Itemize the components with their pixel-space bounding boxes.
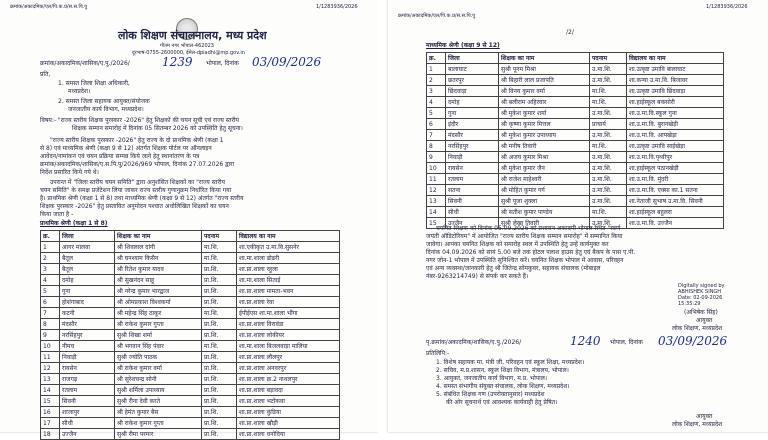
table-cell: सीधी [446,207,499,218]
table-cell: शा.मा.शाला बिजलवाड़ा मालिया [237,341,340,352]
table-cell: प्रा.शि. [202,363,237,374]
table-row [41,341,340,352]
table-row [427,141,724,152]
table-row [41,253,340,264]
table-cell: 13 [427,196,446,207]
table-cell: रतलाम [60,385,115,396]
table-cell: 2 [41,253,60,264]
table-cell: श्री ओमप्रकाश विश्वकर्मा [115,297,202,308]
table-cell: शा.उत्कृष्ट उमावि छिंदवाड़ा [627,86,724,97]
org-address: गौतम नगर भोपाल-462023 [160,43,214,49]
body-line: चयनित शिक्षक को दिनांक 05.09.2026 को प्रशासन अकादमी भोपाल स्थित "स्वर्ण [436,225,621,232]
table-cell: प्रा.शि. [202,297,237,308]
table-cell: प्रा.शि. [202,319,237,330]
table-cell: 14 [41,385,60,396]
table-cell: रायसेन [60,363,115,374]
table-cell: नरसिंहपुर [60,330,115,341]
table-cell: शा.उ.मा.वि. आपखेड़ा [627,130,724,141]
table-cell: 3 [41,264,60,275]
table-row [41,396,340,407]
table-cell: उज्जैन [446,218,499,229]
addressee-1-state: मध्यप्रदेश। [68,88,91,95]
page-gap [378,0,388,432]
header-cell: शिक्षक का नाम [115,231,202,242]
header-cell: क्र. [41,231,60,242]
table-cell: शा.उत्कृष्ट उमावि बालाघाट [627,64,724,75]
table-cell: 9 [41,330,60,341]
table-cell: श्री बलीराम अहिरवार [499,97,590,108]
table-cell: बालाघाट [446,64,499,75]
table-cell: प्रा.शि. [202,407,237,418]
header-cell: जिला [60,231,115,242]
table-cell: प्रा.शि. [202,374,237,385]
table-cell: 11 [41,352,60,363]
letter-number-handwritten: 1239 [162,55,193,69]
table-cell: सीधी [60,418,115,429]
letter-number: क्रमांक/अकादमिक/शासिक/ए.पु./2026/ [40,60,130,67]
table-cell: सुश्री रीमा परमार [115,429,202,440]
table-cell: प्रा.शि. [202,352,237,363]
table-cell: मा.शि. [590,141,627,152]
table-cell: निवाड़ी [60,352,115,363]
table-cell: शा.उ.मा.वि.स्कूल गुना [627,108,724,119]
table-cell: 15 [427,218,446,229]
table-cell: ईपीईएस शा.मा.शाला भौंगा [237,308,340,319]
table-row [427,108,724,119]
table-row [427,185,724,196]
table-cell: शा.प्रा.शाला भटोकवा [237,396,340,407]
page-number: /2/ [566,29,574,36]
table-cell: 18 [41,429,60,440]
bottom-signatory-title: आयुक्त [696,413,713,420]
table-cell: श्री मोहित कुमार गर्ग [499,185,590,196]
table-cell: 15 [41,396,60,407]
table-cell: प्रा.शि. [202,396,237,407]
table-cell: 16 [41,407,60,418]
table-cell: मा.शि. [590,207,627,218]
table-cell: शा.हाईस्कूल बहुलरा [627,207,724,218]
addressee-1: 1. समस्त जिला शिक्षा अधिकारी, [58,80,130,87]
table-cell: प्रा.शि. [202,385,237,396]
table-cell: 4 [427,97,446,108]
body-line: जावेगा। आपका चयनित शिक्षक को समारोह स्थल में उपस्थिति हेतु उन्हें कार्यमुक्त कर [426,241,609,248]
digital-signature-name: ABHISHEK SINGH [678,289,722,295]
table-cell: इंदौर [446,119,499,130]
digital-signature-time: 15:35:29 [678,301,701,307]
table-cell: शा.प्रा.शाला रेवा [237,297,340,308]
table-cell: दमोह [60,275,115,286]
table-cell: निवाड़ी [446,152,499,163]
table-cell: श्री राजेश माहेश्वरी [499,174,590,185]
endorsement-place: भोपाल, दिनांक [610,339,643,346]
table-row [427,163,724,174]
table-cell: 12 [41,363,60,374]
table-cell: शा.नेताजी सुभाष उ.मा.वि. सिवनी [627,196,724,207]
table-row [41,429,340,440]
signatory-title: आयुक्त [696,317,713,324]
table-cell: उ.मा.शि. [590,163,627,174]
table-cell: सुश्री पूजा शुक्ला [499,196,590,207]
table-cell: उ.मा.शि. [590,130,627,141]
table-cell: शा.प्रा.शाला खौड़ी [237,418,340,429]
table-row [41,286,340,297]
table-row [427,130,724,141]
table-cell: कटनी [60,308,115,319]
table-cell: 1 [41,242,60,253]
header-cell: क्र. [427,53,446,64]
table-row [427,207,724,218]
table-cell: शा.मा.शाला ढोढरी [237,253,340,264]
bottom-signatory-office: लोक शिक्षण, मध्यप्रदेश [672,421,723,428]
table-cell: शा.हाईस्कूल बकसोरी [627,97,724,108]
table-cell: मंदसौर [60,319,115,330]
addressee-2-dept: जनजातीय कार्य विभाग, मध्यप्रदेश। [68,106,144,113]
table-cell: उ.मा.शि. [590,218,627,229]
body-line: किया जाता है - [40,211,74,218]
table-cell: शा.प्रा.शाला लोकीयर [237,330,340,341]
table-cell: प्राचार्य [590,119,627,130]
document-id: 1/1283936/2026 [706,4,748,10]
table-cell: श्री शिवलाल दांगी [115,242,202,253]
table-cell: उ.मा.शि. [590,196,627,207]
table-cell: 5 [427,108,446,119]
table-row [427,75,724,86]
table-row [41,418,340,429]
table-cell: श्री घनश्याम किसैन [115,253,202,264]
table-cell: शा.उ.मा.वि. उज्जैन [627,218,724,229]
header-cell: शिक्षक का नाम [499,53,590,64]
table-row [41,352,340,363]
letter-date-handwritten: 03/09/2026 [252,55,322,69]
table-row [41,385,340,396]
table-cell: मा.शि. [202,308,237,319]
table-cell: श्री कृष्णा कुमार मित्तल [499,119,590,130]
table-cell: उज्जैन [60,429,115,440]
table-cell: गुना [446,108,499,119]
table-cell: 4 [41,275,60,286]
table-cell: शा.प्रा.शाला लौलपुर [237,352,340,363]
table-cell: 17 [41,418,60,429]
table-cell: 6 [41,297,60,308]
body-line: उपरान्त में "जिला स्तरीय चयन समिति" द्वारा अनुशंसित शिक्षकों का "राज्य स्तरीय [50,179,225,186]
table-row [427,119,724,130]
body-line: क्रमांक/अकादमिक/शासिक/ए.स.पि.पु/2026/969 भोपाल, दिनांक 27.07.2026 द्वारा [40,161,235,168]
table-row [41,407,340,418]
table-cell: 7 [427,130,446,141]
table-cell: शाजापुर [60,407,115,418]
table-cell: गुना [60,286,115,297]
table-cell: मा.शि. [202,253,237,264]
table-cell: श्री मुकेश कुमार उपाध्याय [499,130,590,141]
body-line: चयन समिति" के समक्ष प्रजेंटेशन लिया जाकर राज्य स्तरीय गुणानुक्रम निर्धारित किया गया [40,187,232,194]
table-cell: उ.मा.शि. [590,185,627,196]
table-cell: श्री मनीष तिवारी [499,141,590,152]
table-header-row [41,231,340,242]
header-cell: पदनाम [590,53,627,64]
table-cell: 2 [427,75,446,86]
table-cell: सुश्री शिखा शर्मा [115,330,202,341]
table-cell: 12 [427,185,446,196]
table-cell: शा.उ.मा.वि. मुंदरी [627,174,724,185]
table-cell: बैतूल [60,253,115,264]
org-contact: दूरभाष-0755-2600000, ईमेल-dpiadhi@mp.gov.in [132,50,245,56]
table-cell: शा.हाईस्कूल पठानखेड़ी [627,163,724,174]
table-row [41,308,340,319]
table-row [41,242,340,253]
primary-section-title: प्राथमिक श्रेणी (कक्षा 1 से 8) [40,220,108,227]
body-line: नगर जोन-1 भोपाल में उपस्थिति सुनिश्चित करें। चयनित शिक्षक भोपाल में आवास, परिवहन [426,257,624,264]
table-cell: शा.उ.मा.वि. एक्सा का.1 सतना [627,185,724,196]
body-line: "राज्य स्तरीय शिक्षक पुरस्कार -2026" हेतु राज्य के दो प्राथमिक श्रेणी (कक्षा 1 [50,137,224,144]
table-row [41,330,340,341]
body-line: से 8) एवं माध्यमिक श्रेणी (कक्षा 9 से 12) अंतर्गत शिक्षक पोर्टल पर ऑनलाइन [40,145,212,152]
header-cell: विद्यालय का नाम [237,231,340,242]
table-cell: शा.उ.मा.वि.पृथ्वीपुर [627,152,724,163]
table-cell: श्री विनय कुमार वर्मा [499,86,590,97]
primary-teachers-table [40,230,340,440]
copy-recipient-note: की ओर सूचनार्थ एवं आवश्यक कार्यवाही हेतु प्रेषित। [446,399,558,406]
body-line: जयंती ऑडिटोरियम" में आयोजित "राज्य स्तरीय शिक्षक सम्मान समारोह" में सम्मानित किया [426,233,623,240]
table-cell: श्री सुरेशचन्द्र सोनी [115,374,202,385]
right-document-page [388,0,768,432]
table-cell: प्रा.शि. [202,418,237,429]
table-cell: आगर मालवा [60,242,115,253]
signatory-office: लोक शिक्षण, मध्यप्रदेश [672,325,723,332]
body-line: दिनांक 04.09.2026 को सायं 5.00 बजे तक होटल पलाश हाउस हेतु एवं बैकप के पास ए.पी. [426,249,636,256]
table-cell: 7 [41,308,60,319]
table-cell: श्री मुकेश कुमार शर्मा [499,108,590,119]
table-cell: सिवनी [446,196,499,207]
table-cell: शा.उ.मा.वि. बुरानखेड़ी [627,119,724,130]
copy-recipient: 2. सचिव, म.प्र.शासन, स्कूल शिक्षा विभाग, मंत्रालय, भोपाल। [436,367,569,374]
table-cell: शा.प्रा.शाला कुंडिया [237,407,340,418]
table-cell: शा.प्रा.शाला मामता-भवन [237,286,340,297]
body-line: है। प्राथमिक श्रेणी (कक्षा 1 से 8) तथा माध्यमिक श्रेणी (कक्षा 9 से 12) अंतर्गत "राज्य स्तरीय [40,195,244,202]
table-cell: श्री मुकेश कुमार जैन [499,163,590,174]
document-id: 1/1283936/2026 [316,4,358,10]
copy-recipient: 1. विशेष सहायक मा. मंत्री जी, परिवहन एवं स्कूल शिक्षा, मध्यप्रदेश। [436,359,585,366]
table-cell: नरसिंहपुर [446,141,499,152]
table-cell: 11 [427,174,446,185]
table-cell: उ.मा.शि. [590,174,627,185]
table-cell: 6 [427,119,446,130]
reference-code: क्रमांक/अकादमिक/एल/पि.क.प्र/स.स.पि.पु [10,4,88,10]
table-cell: सुश्री शर्मिला उपाध्याय [115,385,202,396]
table-cell: प्रा.शि. [202,286,237,297]
body-line: नंबर-9263214749) से संपर्क कर सकते हैं। [426,273,529,280]
table-cell: नीमच [60,341,115,352]
table-row [427,64,724,75]
table-cell: श्री सतीश कुमार पाण्डेय [499,207,590,218]
table-row [427,174,724,185]
table-cell: 13 [41,374,60,385]
org-title: लोक शिक्षण संचालनालय, मध्य प्रदेश [118,29,267,42]
table-cell: 9 [427,152,446,163]
table-cell: रायसेन [446,163,499,174]
copy-recipient: 3. आयुक्त, जनजातीय कार्य विभाग, म.प्र. भोपाल। [436,375,548,382]
table-cell: 1 [427,64,446,75]
table-cell: छतरपुर [446,75,499,86]
table-cell: 10 [427,163,446,174]
table-cell: 3 [427,86,446,97]
table-row [427,86,724,97]
table-row [41,264,340,275]
table-cell: मा.शि. [590,86,627,97]
table-cell: श्री अजय कुमार मिश्रा [499,152,590,163]
table-cell: सुश्री पूनम मिश्रा [499,64,590,75]
table-row [41,275,340,286]
secondary-teachers-table [426,52,724,229]
table-cell: 8 [427,141,446,152]
table-cell: उ.मा.शि. [590,108,627,119]
table-cell: श्री सुखनंदन साहू [115,275,202,286]
endorsement-number: पृ.क्रमांक/अकादमिक/शासिक/ए.पु./2026/ [426,339,522,346]
table-cell: प्रा.शि. [202,275,237,286]
table-cell: शा.उत्कृष्ट उमावि साईखेड़ा [627,141,724,152]
table-cell: होशंगाबाद [60,297,115,308]
subject-line-1: विषय:- "राज्य स्तरीय शिक्षक पुरस्कार -2026" हेतु शिक्षकों की चयन सूची एवं राज्य स्तरीय [40,117,240,124]
table-cell: रतलाम [446,174,499,185]
table-cell: उ.मा.शि. [590,75,627,86]
table-cell: श्री नरेन्द्र कुमार भारद्वाज [115,286,202,297]
table-cell: शा.प्रा.शाला धनोदिया [237,429,340,440]
header-cell: पदनाम [202,231,237,242]
table-cell: 5 [41,286,60,297]
body-line: एवं अन्य व्यवस्था/जानकारी हेतु श्री जितेन्द्र सोमकुवर, सहायक संचालक (मोबाइल [426,265,601,272]
table-row [41,363,340,374]
table-cell: सतना [446,185,499,196]
table-cell: शा.प्रा.शाला अनवरपुर [237,363,340,374]
table-cell: मंदसौर [446,130,499,141]
table-cell: 8 [41,319,60,330]
table-cell: सिवनी [60,396,115,407]
table-cell: मा.शि. [202,341,237,352]
table-cell: प्रा.शि. [202,330,237,341]
table-cell: श्री बिहारी लाल प्रजापति [499,75,590,86]
table-row [41,374,340,385]
table-cell: श्री महेन्द्र सिंह ठाकुर [115,308,202,319]
copy-to-title: प्रतिलिपि:- [426,350,450,357]
table-cell: सुश्री ज्योति पाठक [115,352,202,363]
table-cell: शा.प्रा.शाला बड़ावदा [237,385,340,396]
table-cell: प्रा.शि. [202,264,237,275]
secondary-section-title: माध्यमिक श्रेणी (कक्षा 9 से 12) [426,42,500,49]
table-cell: सुश्री लेखा तिवारी [499,218,590,229]
table-cell: उ.मा.शि. [590,64,627,75]
digital-signature-date: Date: 02-09-2026 [678,295,723,301]
copy-recipient: 5. संबंधित शिक्षक गण (उपरोक्तानुसार) मध्यप्रदेश [436,391,545,398]
signatory-name: (अभिषेक सिंह) [684,309,718,316]
table-cell: उ.मा.शि. [590,152,627,163]
table-header-row [427,53,724,64]
body-line: निर्देश प्रसारित किये गये थे। [40,169,99,176]
table-cell: शा.प्रा.शाला विरावंडा [237,319,340,330]
reference-code: क्रमांक/अकादमिक/एल/पि.क.प्र/स.स.पि.पु [398,13,476,19]
table-cell: शा.कन्या उ.मा.वि. बिजावर [627,75,724,86]
table-cell: मा.शि. [202,242,237,253]
table-cell: सुश्री रीना देवी करते [115,396,202,407]
header-cell: विद्यालय का नाम [627,53,724,64]
table-row [41,297,340,308]
digital-signature-line: Digitally signed by [678,283,725,289]
table-cell: श्री राकेश कुमार गुप्ता [115,319,202,330]
body-line: शिक्षक पुरस्कार -2026" हेतु प्रस्तावित अनुमोदन पश्चात अधोलिखित शिक्षकों का चयन [40,203,229,210]
table-row [41,319,340,330]
table-cell: श्री हेमंत कुमार बैस [115,407,202,418]
endorsement-date-handwritten: 03/09/2026 [658,334,728,348]
table-cell: श्री राकेश कुमार गुप्ता [115,418,202,429]
table-cell: छिंदवाड़ा [446,86,499,97]
table-cell: शा.प्रा.शाला क्र.2 नाथलपुर [237,374,340,385]
table-row [427,152,724,163]
table-row [427,97,724,108]
table-cell: श्री राकेश कुमार वर्मा [115,363,202,374]
left-document-page [0,0,378,438]
table-cell: 14 [427,207,446,218]
table-cell: मा.शि. [590,97,627,108]
table-cell: राजगढ़ [60,374,115,385]
table-cell: शा.एकीकृत उ.मा.वि.सुसनेर [237,242,340,253]
table-cell: शा.मा.शाला सिताई [237,275,340,286]
addressee-2: 2. समस्त जिला सहायक आयुक्त/संयोजक [58,98,150,105]
endorsement-number-handwritten: 1240 [570,334,601,348]
table-cell: श्री भगवान सिंह पंवार [115,341,202,352]
table-cell: बैतूल [60,264,115,275]
body-line: आवेदन/नामांकन एवं चयन प्रक्रिया सम्पन्न किये जाने हेतु स्थानांतरण के पत्र [40,153,200,160]
salutation: प्रति, [40,71,51,78]
header-cell: जिला [446,53,499,64]
table-cell: प्रा.शि. [202,429,237,440]
table-row [427,196,724,207]
table-cell: दमोह [446,97,499,108]
table-cell: शा.प्रा.शाला रहुला [237,264,340,275]
table-cell: श्री रितेश कुमार यादव [115,264,202,275]
letter-place: भोपाल, दिनांक [206,60,239,67]
subject-line-2: शिक्षक सम्मान समारोह में दिनांक 05 सितम्बर 2026 को उपस्थिति हेतु सूचना। [72,125,243,132]
copy-recipient: 4. समस्त संभागीय संयुक्त संचालक, लोक शिक्षण, मध्यप्रदेश। [436,383,570,390]
table-cell: 10 [41,341,60,352]
